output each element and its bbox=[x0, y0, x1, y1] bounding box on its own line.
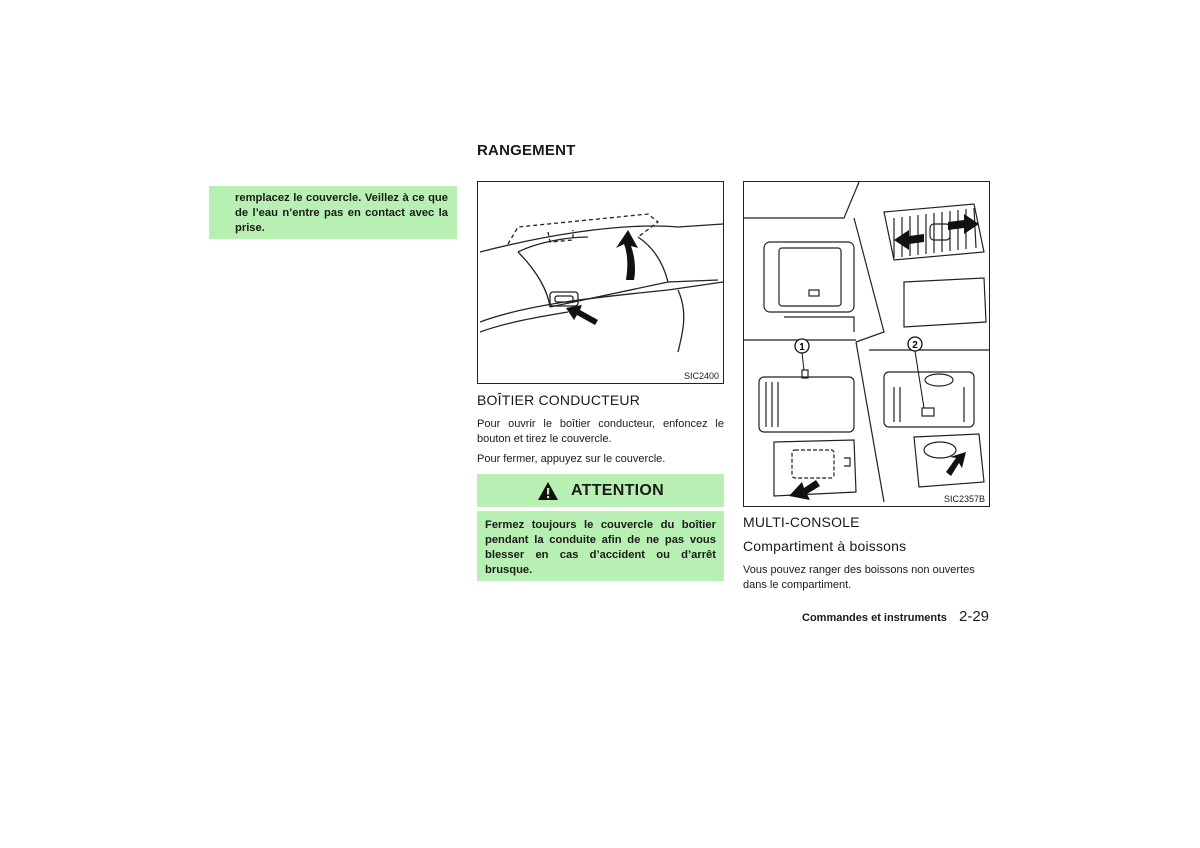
continued-note: remplacez le couvercle. Veillez à ce que de l’eau n’entre pas en contact avec la prise. bbox=[209, 186, 457, 239]
callout-2: 2 bbox=[912, 340, 918, 351]
section-title: RANGEMENT bbox=[477, 142, 576, 159]
warning-triangle-icon bbox=[537, 481, 559, 501]
driver-box-illustration bbox=[478, 182, 723, 383]
driver-box-heading: BOÎTIER CONDUCTEUR bbox=[477, 392, 641, 408]
page-number: 2-29 bbox=[959, 608, 990, 625]
attention-header bbox=[477, 474, 724, 507]
multi-console-figure bbox=[743, 181, 990, 507]
callout-1: 1 bbox=[799, 342, 805, 353]
attention-body: Fermez toujours le couvercle du boîtier pendant la conduite afin de ne pas vous blesser en cas d’accident ou d’arrêt brusque. bbox=[477, 511, 724, 581]
attention-label: ATTENTION bbox=[570, 481, 665, 499]
multi-console-para: Vous pouvez ranger des boissons non ouvertes dans le compartiment. bbox=[743, 564, 975, 591]
multi-console-heading: MULTI-CONSOLE bbox=[743, 514, 860, 530]
driver-box-para-1: Pour ouvrir le boîtier conducteur, enfoncez le bouton et tirez le couvercle. bbox=[477, 418, 724, 445]
driver-box-figure bbox=[477, 181, 724, 384]
figure-code: SIC2357B bbox=[943, 494, 985, 504]
multi-console-subheading: Compartiment à boissons bbox=[743, 538, 907, 554]
multi-console-illustration bbox=[744, 182, 989, 506]
figure-code: SIC2400 bbox=[683, 371, 719, 381]
driver-box-para-2: Pour fermer, appuyez sur le couvercle. bbox=[477, 453, 666, 465]
footer-section-label: Commandes et instruments bbox=[802, 612, 947, 624]
